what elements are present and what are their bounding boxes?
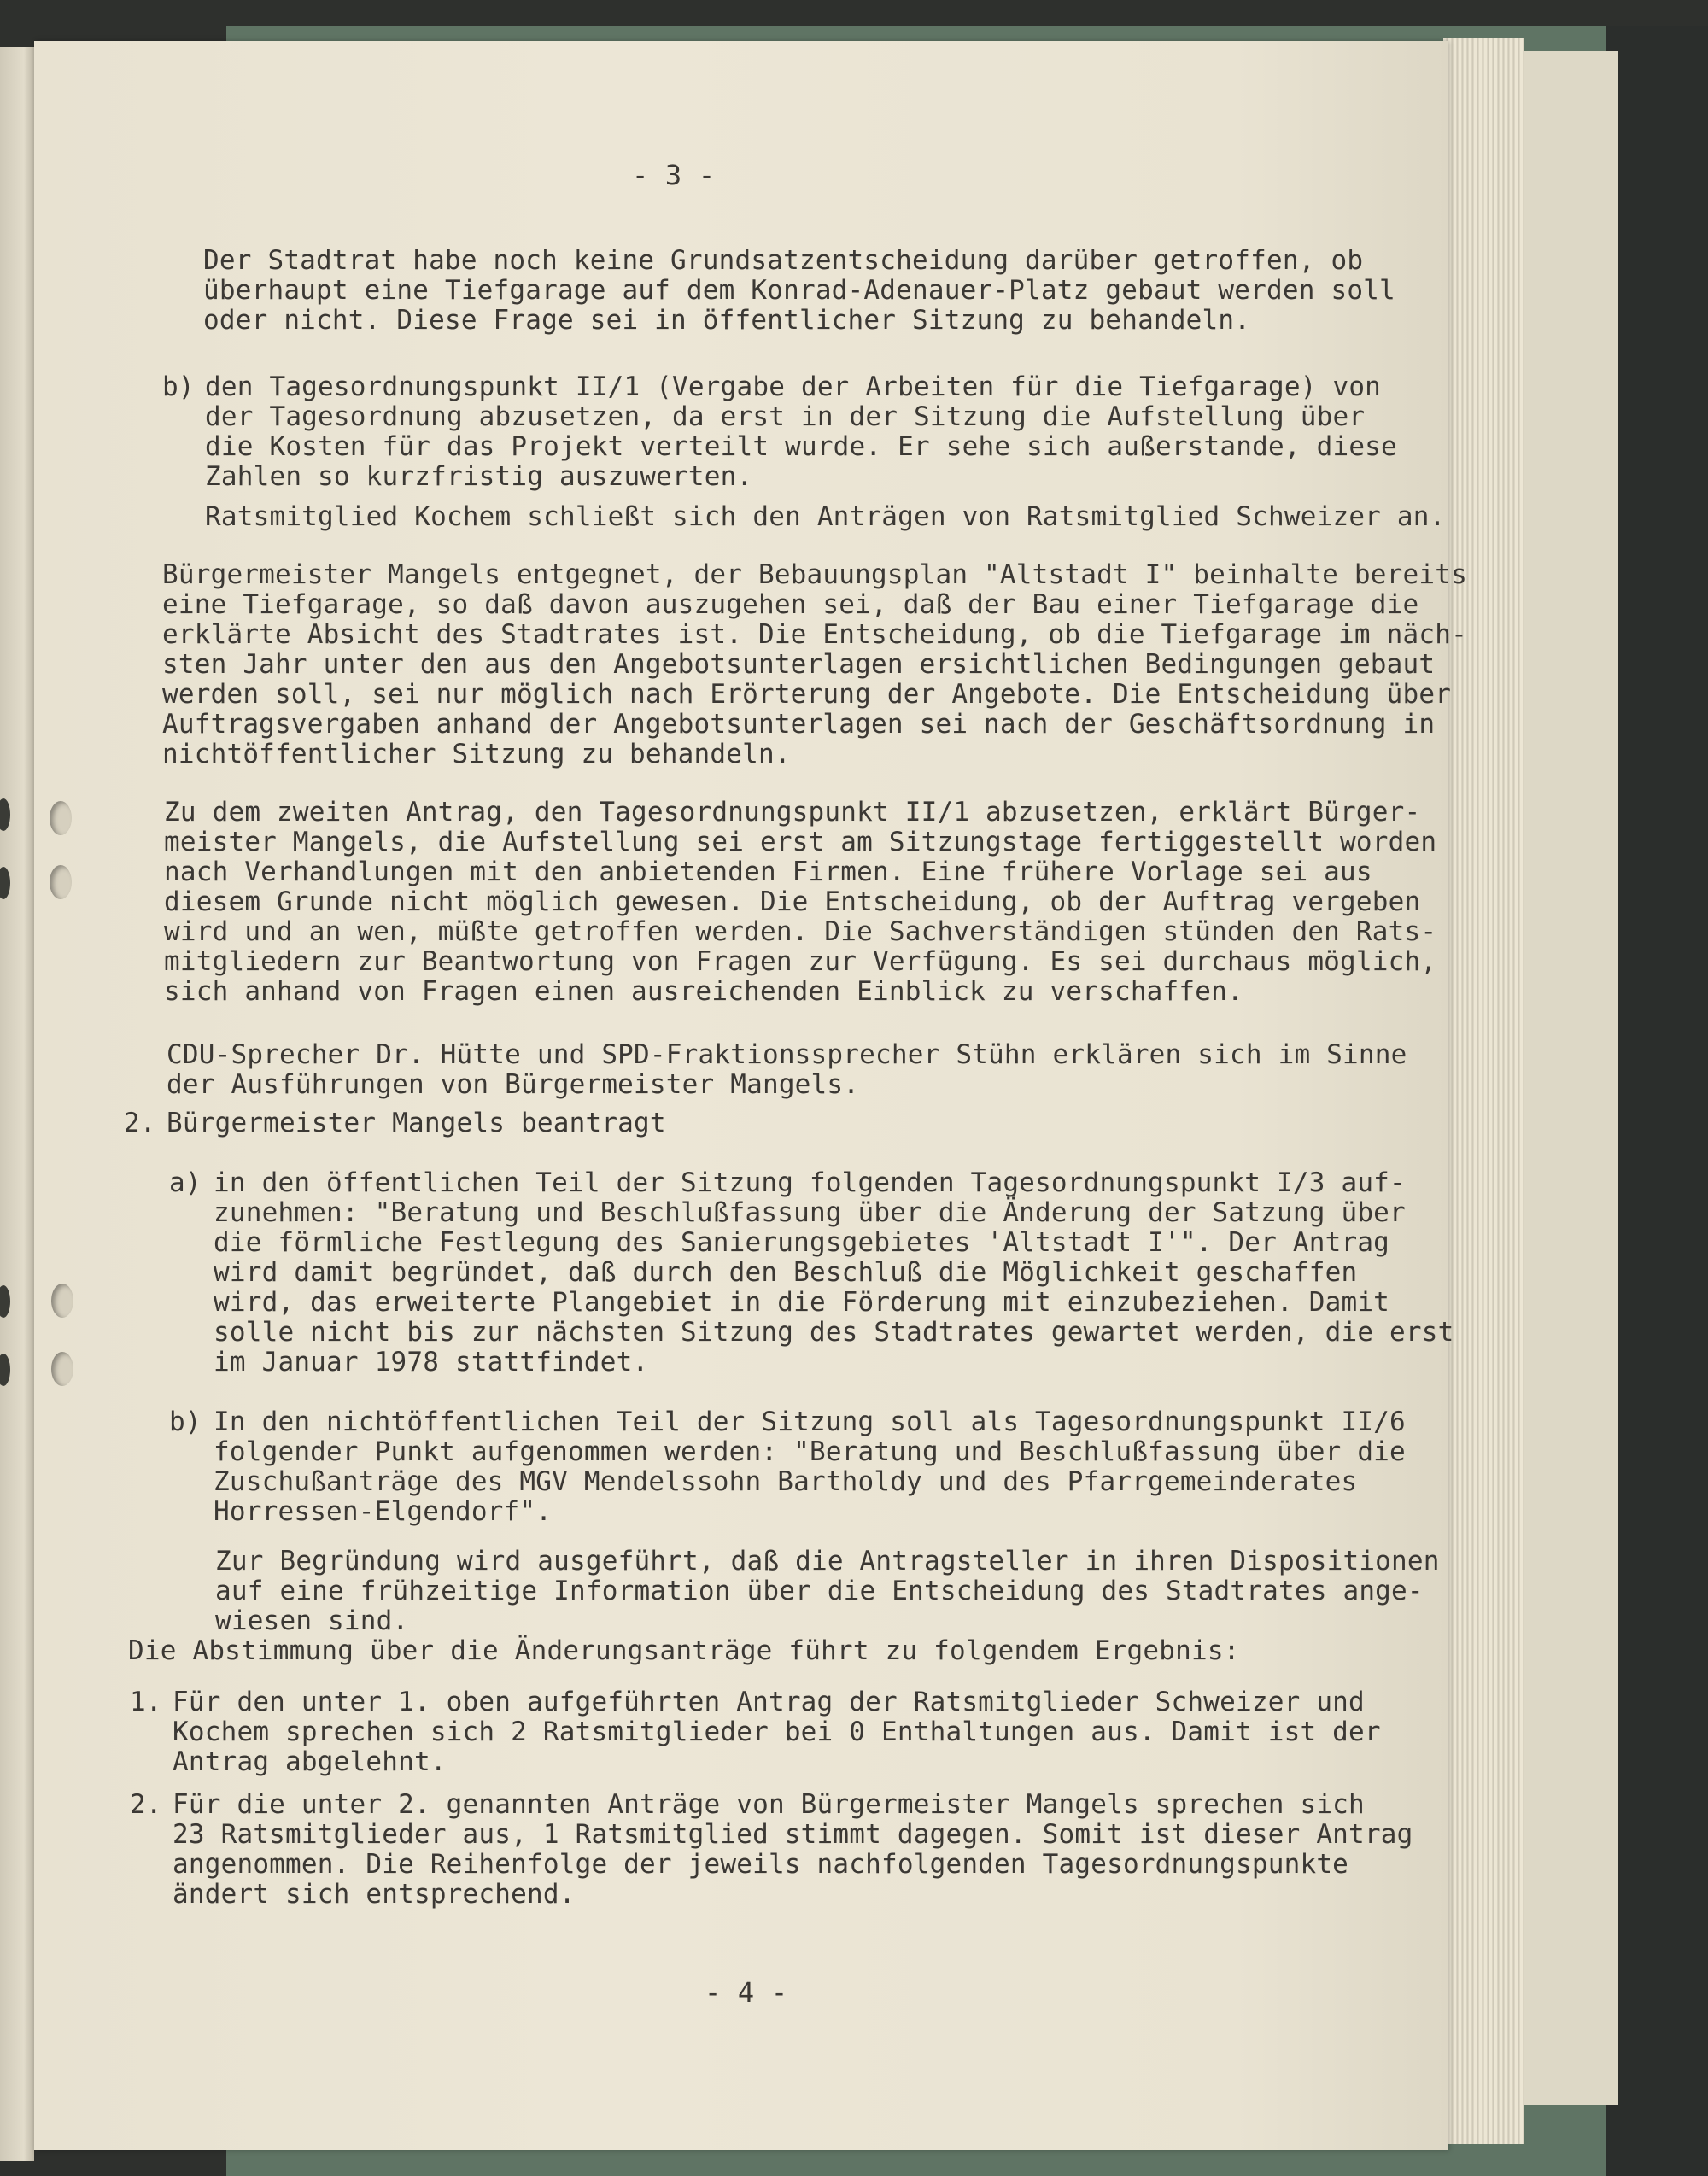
- list-item-text: in den öffentlichen Teil der Sitzung folgenden Tagesordnungspunkt I/3 auf- zunehmen: "Beratung und Beschlußfassung über die Änderung der Satzung über die förmliche Festlegung des Sanierungsgebietes 'Altstadt I'". Der Antrag wird damit begründet, daß durch den Beschluß die Möglichkeit geschaffen wird, das erweiterte Plangebiet in die Förderung mit einzubeziehen. Damit solle nicht bis zur nächsten Sitzung des Stadtrates gewartet werden, die erst im Januar 1978 stattfindet.: [214, 1167, 1454, 1378]
- list-marker: 1.: [130, 1687, 162, 1717]
- paragraph: Die Abstimmung über die Änderungsanträge führt zu folgendem Ergebnis:: [128, 1635, 1240, 1666]
- list-marker: 2.: [124, 1108, 156, 1138]
- paragraph: Ratsmitglied Kochem schließt sich den Anträgen von Ratsmitglied Schweizer an.: [205, 501, 1446, 532]
- list-item-text: Bürgermeister Mangels beantragt: [167, 1108, 666, 1138]
- punch-hole: [50, 865, 72, 899]
- binder-spine: [1606, 26, 1708, 2176]
- list-marker: a): [169, 1167, 202, 1198]
- document-page: [34, 41, 1467, 2150]
- list-marker: b): [162, 371, 195, 402]
- paragraph: CDU-Sprecher Dr. Hütte und SPD-Fraktionssprecher Stühn erklären sich im Sinne der Ausführungen von Bürgermeister Mangels.: [167, 1039, 1407, 1100]
- facing-page-edge: [0, 47, 34, 2161]
- list-marker: 2.: [130, 1789, 162, 1820]
- list-item-text: Für den unter 1. oben aufgeführten Antrag der Ratsmitglieder Schweizer und Kochem sprechen sich 2 Ratsmitglieder bei 0 Enthaltungen aus. Damit ist der Antrag abgelehnt.: [173, 1687, 1381, 1777]
- list-marker: b): [169, 1407, 202, 1437]
- page-number-top: - 3 -: [632, 159, 716, 191]
- punch-hole: [51, 1284, 73, 1318]
- paragraph: Zu dem zweiten Antrag, den Tagesordnungspunkt II/1 abzusetzen, erklärt Bürger- meister Mangels, die Aufstellung sei erst am Sitzungstage fertiggestellt worden nach Verhandlungen mit den anbietenden Firmen. Eine frühere Vorlage sei aus diesem Grunde nicht möglich gewesen. Die Entscheidung, ob der Auftrag vergeben wird und an wen, müßte getroffen werden. Die Sachverständigen stünden den Rats- mitgliedern zur Beantwortung von Fragen zur Verfügung. Es sei durchaus möglich, sich anhand von Fragen einen ausreichenden Einblick zu verschaffen.: [164, 797, 1437, 1007]
- paragraph: Zur Begründung wird ausgeführt, daß die Antragsteller in ihren Dispositionen auf eine frühzeitige Information über die Entscheidung des Stadtrates ange- wiesen sind.: [215, 1546, 1440, 1636]
- list-item-text: In den nichtöffentlichen Teil der Sitzung soll als Tagesordnungspunkt II/6 folgender Punkt aufgenommen werden: "Beratung und Beschlußfassung über die Zuschußanträge des MGV Mendelssohn Bartholdy und des Pfarrgemeinderates Horressen-Elgendorf".: [214, 1407, 1406, 1527]
- paragraph: Bürgermeister Mangels entgegnet, der Bebauungsplan "Altstadt I" beinhalte bereits eine Tiefgarage, so daß davon auszugehen sei, daß der Bau einer Tiefgarage die erklärte Absicht des Stadtrates ist. Die Entscheidung, ob die Tiefgarage im näch- sten Jahr unter den aus den Angebotsunterlagen ersichtlichen Bedingungen gebaut werden soll, sei nur möglich nach Erörterung der Angebote. Die Entscheidung über Auftragsvergaben anhand der Angebotsunterlagen sei nach der Geschäftsordnung in nichtöffentlicher Sitzung zu behandeln.: [162, 559, 1467, 769]
- page-stack-back: [1524, 51, 1618, 2105]
- page-number-bottom: - 4 -: [705, 1976, 788, 2009]
- list-item-text: Für die unter 2. genannten Anträge von Bürgermeister Mangels sprechen sich 23 Ratsmitglieder aus, 1 Ratsmitglied stimmt dagegen. Somit ist dieser Antrag angenommen. Die Reihenfolge der jeweils nachfolgenden Tagesordnungspunkte ändert sich entsprechend.: [173, 1789, 1413, 1910]
- punch-hole: [50, 801, 72, 835]
- page-edges: [1443, 38, 1524, 2144]
- list-item-text: den Tagesordnungspunkt II/1 (Vergabe der Arbeiten für die Tiefgarage) von der Tagesordnung abzusetzen, da erst in der Sitzung die Aufstellung über die Kosten für das Projekt verteilt wurde. Er sehe sich außerstande, diese Zahlen so kurzfristig auszuwerten.: [205, 371, 1397, 492]
- paragraph: Der Stadtrat habe noch keine Grundsatzentscheidung darüber getroffen, ob überhaupt eine Tiefgarage auf dem Konrad-Adenauer-Platz gebaut werden soll oder nicht. Diese Frage sei in öffentlicher Sitzung zu behandeln.: [203, 245, 1395, 336]
- punch-hole: [51, 1352, 73, 1386]
